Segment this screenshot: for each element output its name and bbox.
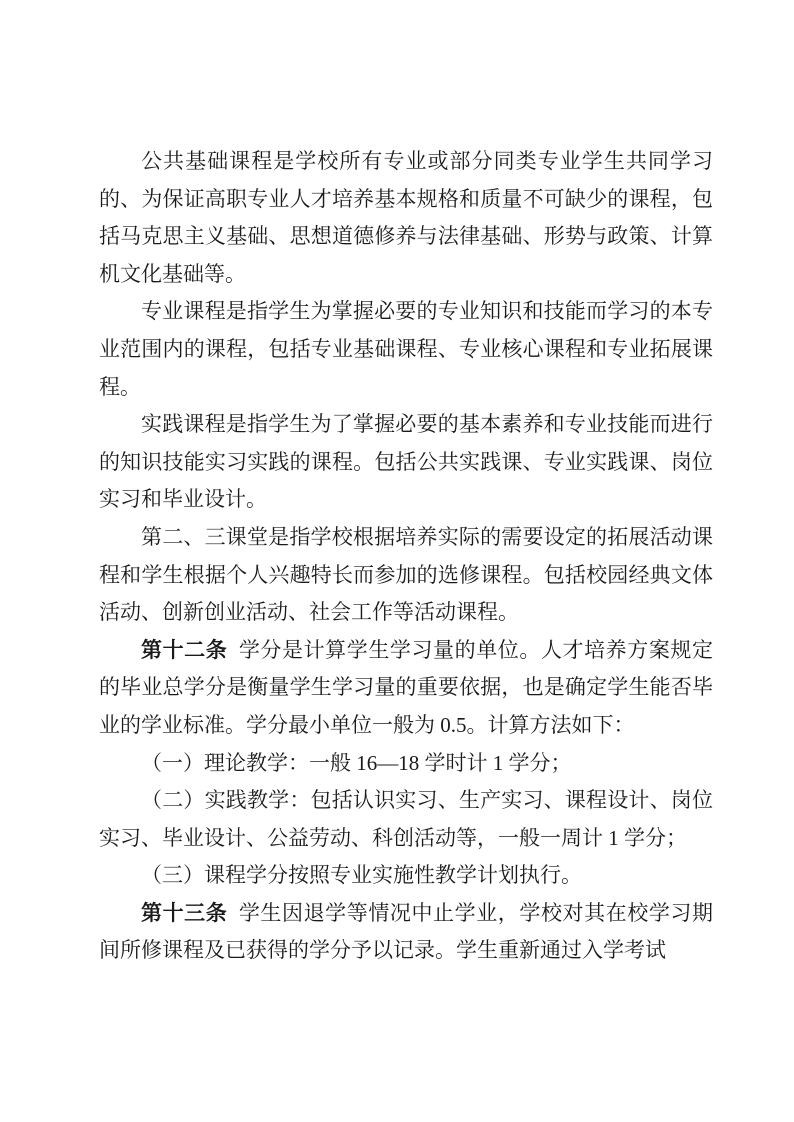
paragraph-text: 学生因退学等情况中止学业，学校对其在校学习期间所修课程及已获得的学分予以记录。学生重新通过入学考试 — [99, 900, 713, 963]
document-body — [99, 143, 713, 970]
paragraph-credit-item-1 — [99, 745, 713, 783]
article-number-13: 第十三条 — [141, 900, 228, 925]
paragraph-public-basic-courses — [99, 143, 713, 293]
paragraph-article-12 — [99, 632, 713, 745]
paragraph-text: （一）理论教学：一般 16—18 学时计 1 学分； — [141, 750, 572, 775]
paragraph-text: 专业课程是指学生为掌握必要的专业知识和技能而学习的本专业范围内的课程，包括专业基础课程、专业核心课程和专业拓展课程。 — [99, 299, 713, 399]
paragraph-text: 公共基础课程是学校所有专业或部分同类专业学生共同学习的、为保证高职专业人才培养基本规格和质量不可缺少的课程，包括马克思主义基础、思想道德修养与法律基础、形势与政策、计算机文化基础等。 — [99, 149, 713, 286]
paragraph-text: 第二、三课堂是指学校根据培养实际的需要设定的拓展活动课程和学生根据个人兴趣特长而参加的选修课程。包括校园经典文体活动、创新创业活动、社会工作等活动课程。 — [99, 524, 713, 625]
paragraph-text: 实践课程是指学生为了掌握必要的基本素养和专业技能而进行的知识技能实习实践的课程。包括公共实践课、专业实践课、岗位实习和毕业设计。 — [99, 412, 713, 512]
paragraph-text: （二）实践教学：包括认识实习、生产实习、课程设计、岗位实习、毕业设计、公益劳动、科创活动等，一般一周计 1 学分； — [99, 788, 713, 850]
paragraph-text: （三）课程学分按照专业实施性教学计划执行。 — [141, 863, 582, 888]
paragraph-text: 学分是计算学生学习量的单位。人才培养方案规定的毕业总学分是衡量学生学习量的重要依据，也是确定学生能否毕业的学业标准。学分最小单位一般为 0.5。计算方法如下： — [99, 637, 713, 737]
article-number-12: 第十二条 — [141, 637, 228, 662]
paragraph-practice-courses — [99, 406, 713, 519]
paragraph-second-third-classroom — [99, 519, 713, 632]
paragraph-credit-item-3 — [99, 857, 713, 895]
paragraph-credit-item-2 — [99, 782, 713, 857]
paragraph-article-13 — [99, 895, 713, 970]
paragraph-major-courses — [99, 293, 713, 406]
